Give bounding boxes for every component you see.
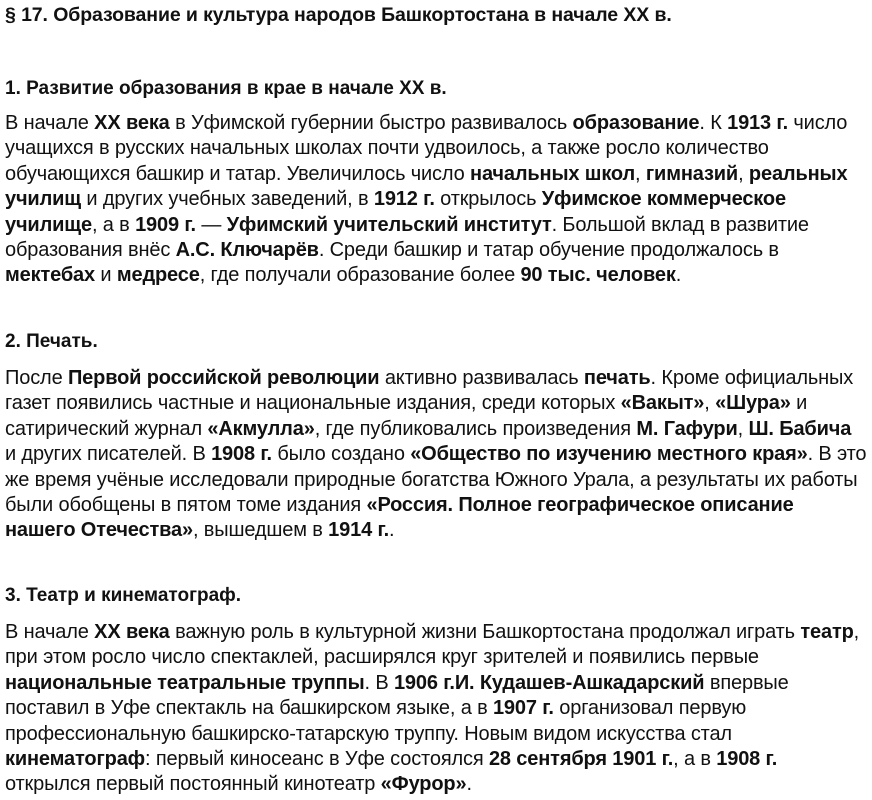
emphasized-text: медресе — [116, 264, 200, 287]
paragraph-text: важную роль в культурной жизни Башкортостана продолжал играть — [169, 621, 801, 643]
paragraph-text: . В — [364, 671, 394, 694]
paragraph-text: организовал первую профессиональную башкирско-татарскую труппу. Новым видом искусства стал — [5, 697, 747, 745]
paragraph-text: : первый киносеанс в Уфе состоялся — [145, 748, 489, 771]
paragraph-text: , — [737, 417, 749, 440]
emphasized-text: 1908 г. — [211, 443, 272, 466]
paragraph-text: . — [389, 519, 395, 542]
section-heading-education: 1. Развитие образования в крае в начале XX в. — [5, 78, 447, 99]
paragraph-text: , вышедшем в — [192, 519, 329, 542]
emphasized-text: «Фурор» — [380, 773, 467, 796]
section-paragraph-theatre — [5, 620, 867, 798]
emphasized-text: реальных училищ — [5, 162, 848, 211]
emphasized-text: гимназий — [645, 162, 739, 185]
emphasized-text: «Общество по изучению местного края» — [410, 443, 808, 466]
paragraph-text: и — [94, 264, 117, 287]
emphasized-text: XX века — [94, 621, 170, 643]
paragraph-text: , — [635, 162, 646, 185]
emphasized-text: «Россия. Полное географическое описание нашего Отечества» — [5, 494, 794, 542]
emphasized-text: образование — [572, 112, 700, 134]
paragraph-text: было создано — [271, 443, 411, 466]
paragraph-text: открылось — [434, 188, 542, 211]
paragraph-text: . Большой вклад в развитие образования внёс — [5, 213, 809, 262]
paragraph-text: После — [5, 367, 68, 389]
paragraph-text: в Уфимской губернии быстро развивалось — [169, 112, 573, 134]
emphasized-text: печать — [583, 367, 651, 389]
paragraph-text: , — [738, 162, 749, 185]
emphasized-text: Уфимское коммерческое училище — [5, 188, 786, 236]
section-paragraph-press — [5, 366, 867, 544]
paragraph-text: . Среди башкир и татар обучение продолжалось в — [318, 239, 779, 262]
emphasized-text: 1909 г. — [135, 213, 196, 236]
emphasized-text: мектебах — [5, 264, 95, 287]
paragraph-text: В начале — [5, 621, 95, 643]
emphasized-text: начальных школ — [470, 162, 636, 185]
emphasized-text: А.С. Ключарёв — [175, 239, 319, 262]
paragraph-text: . В это же время учёные исследовали природные богатства Южного Урала, а результаты их работы были обобщены в пятом томе издания — [5, 443, 867, 517]
emphasized-text: «Акмулла» — [207, 417, 315, 440]
emphasized-text: 28 сентября 1901 г. — [488, 748, 674, 771]
emphasized-text: национальные театральные труппы — [5, 671, 365, 694]
paragraph-text: и других учебных заведений, в — [81, 188, 374, 211]
paragraph-text: число учащихся в русских начальных школах почти удвоилось, а также росло количество обучающихся башкир и татар. Увеличилось число — [5, 112, 848, 185]
paragraph-text: , где публиковались произведения — [314, 417, 637, 440]
paragraph-text: — — [195, 213, 227, 236]
paragraph-text: открылся первый постоянный кинотеатр — [5, 773, 381, 796]
section-paragraph-education — [5, 111, 867, 289]
emphasized-text: М. Гафури — [636, 417, 738, 440]
paragraph-text: , а в — [673, 748, 717, 771]
emphasized-text: 1908 г. — [716, 748, 778, 771]
emphasized-text: XX века — [94, 112, 170, 134]
paragraph-text: . К — [699, 112, 728, 134]
emphasized-text: кинематограф — [5, 748, 146, 771]
emphasized-text: 1906 г.И. Кудашев-Ашкадарский — [393, 671, 705, 694]
paragraph-text: и других писателей. В — [5, 443, 212, 466]
emphasized-text: Первой российской революции — [67, 367, 380, 389]
page-title: § 17. Образование и культура народов Башкортостана в начале XX в. — [5, 4, 672, 26]
paragraph-text: В начале — [5, 112, 95, 134]
emphasized-text: 1912 г. — [373, 188, 435, 211]
emphasized-text: 1907 г. — [492, 697, 554, 720]
emphasized-text: 1913 г. — [727, 112, 788, 134]
emphasized-text: «Вакыт» — [620, 392, 705, 415]
paragraph-text: , где получали образование более — [199, 264, 521, 287]
section-heading-theatre: 3. Театр и кинематограф. — [5, 585, 242, 606]
paragraph-text: . Кроме официальных газет появились частные и национальные издания, среди которых — [5, 367, 854, 415]
emphasized-text: театр — [800, 621, 854, 643]
paragraph-text: и сатирический журнал — [5, 392, 808, 440]
emphasized-text: Ш. Бабича — [748, 417, 852, 440]
section-heading-press: 2. Печать. — [5, 331, 98, 352]
emphasized-text: Уфимский учительский институт — [226, 213, 552, 236]
emphasized-text: 90 тыс. человек — [520, 264, 676, 287]
paragraph-text: . — [675, 264, 682, 287]
paragraph-text: . — [466, 773, 472, 796]
paragraph-text: , при этом росло число спектаклей, расширялся круг зрителей и появились первые — [5, 621, 860, 669]
paragraph-text: активно развивалась — [379, 367, 584, 389]
emphasized-text: 1914 г. — [328, 519, 390, 542]
paragraph-text: , а в — [91, 213, 136, 236]
paragraph-text: впервые поставил в Уфе спектакль на башкирском языке, а в — [5, 671, 789, 720]
paragraph-text: , — [704, 392, 716, 415]
emphasized-text: «Шура» — [715, 392, 791, 415]
